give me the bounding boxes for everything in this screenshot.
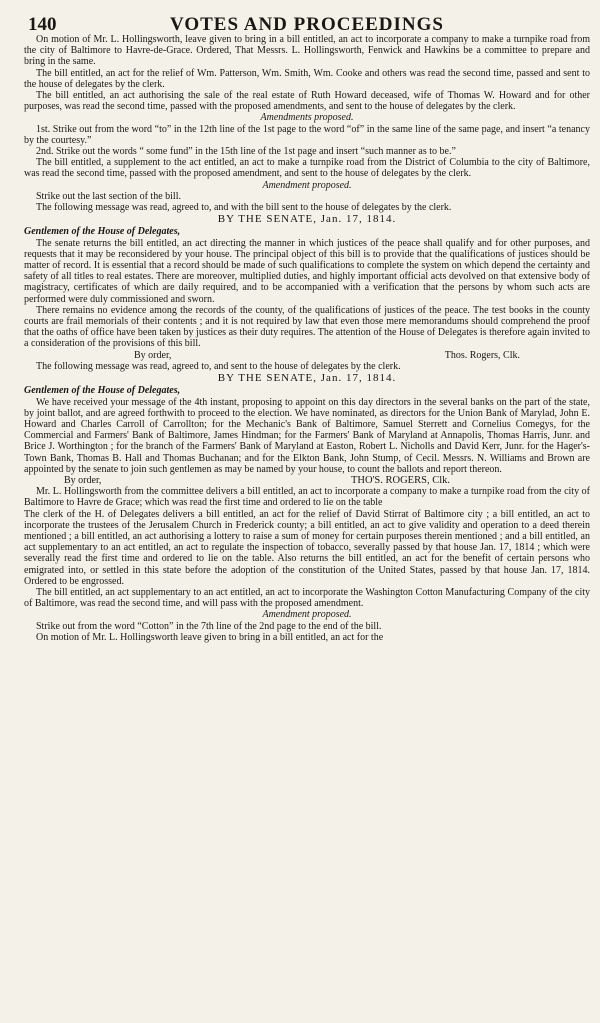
by-order: By order,: [134, 349, 172, 361]
paragraph: There remains no evidence among the records of the county, of the qualifications of justices of the peace. The test books in the county courts are frail memorials of their contents ; and it is not required by law that even those mere memorandums should comprehend the proof that the oaths of office have been taken by justices as their duty requires. The attention of the House of Delegates is therefore again invited to a consideration of the provisions of this bill.: [24, 304, 590, 350]
paragraph: The bill entitled, an act authorising the sale of the real estate of Ruth Howard deceased, wife of Thomas W. Howard and for other purposes, was read the second time, passed with the proposed amendments, and sent to the house of delegates by the clerk.: [24, 90, 590, 113]
running-title: VOTES AND PROCEEDINGS: [169, 14, 444, 35]
paragraph: The following message was read, agreed to, and with the bill sent to the house of delegates by the clerk.: [36, 202, 452, 214]
paragraph: The following message was read, agreed to, and sent to the house of delegates by the clerk.: [36, 360, 401, 372]
amendments-caption: Amendments proposed.: [260, 112, 354, 124]
amendment-caption: Amendment proposed.: [262, 609, 352, 621]
paragraph: 2nd. Strike out the words “ some fund” in the 15th line of the 1st page and insert “such manner as to be.”: [36, 146, 456, 158]
paragraph: The clerk of the H. of Delegates delivers a bill entitled, an act for the relief of David Stirrat of Baltimore city ; a bill entitled, an act to incorporate the trustees of the Jerusalem Church in Frederick county; a bill entitled, an act to give validity and operation to a deed therein mentioned ; a bill entitled, an act authorising a lottery to raise a sum of money for certain purposes therein mentioned ; and a bill entitled, an act supplementary to an act entitled, an act to regulate the inspection of tobacco, severally passed by that house Jan. 17, 1814 ; which were severally read the first time and ordered to lie on the table. Also returns the bill entitled, an act for the benefit of certain persons who emigrated into, or settled in this state before the adoption of the constitution of the United States, passed by that house Jan. 17, 1814. Ordered to be engrossed.: [24, 508, 590, 587]
page-number: 140: [28, 14, 57, 35]
salutation: Gentlemen of the House of Delegates,: [24, 226, 181, 238]
paragraph: On motion of Mr. L. Hollingsworth, leave given to bring in a bill entitled, an act to incorporate a company to make a turnpike road from the city of Baltimore to Havre-de-Grace. Ordered, That Messrs. L. Hollingsworth, Fenwick and Hawkins be a committee to prepare and bring in the same.: [24, 34, 590, 68]
paragraph: 1st. Strike out from the word “to” in the 12th line of the 1st page to the word “of” in the same line of the same page, and insert “a tenancy by the courtesy.”: [24, 123, 590, 146]
paragraph: Strike out the last section of the bill.: [36, 190, 181, 202]
paragraph: The senate returns the bill entitled, an act directing the manner in which justices of the peace shall qualify and for other purposes, and requests that it may be reconsidered by your house. The principal object of this bill is to provide that the qualifications of justices should be matter of record. It is essential that a record should be made of such qualifications to complete the system on which depend the certainty and safety of all titles to real estates. There are moreover, multiplied duties, and highly important official acts devolved on that extensive body of magistracy, certificates of which are daily required, and to be accompanied with a verification that the persons by whom such acts are performed were duly commissioned and sworn.: [24, 237, 590, 305]
salutation: Gentlemen of the House of Delegates,: [24, 385, 181, 397]
paragraph: Mr. L. Hollingsworth from the committee delivers a bill entitled, an act to incorporate a company to make a turnpike road from the city of Baltimore to Havre de Grace; which was read the first time and ordered to lie on the table: [24, 486, 590, 509]
page-body: [24, 34, 590, 643]
paragraph: The bill entitled, an act supplementary to an act entitled, an act to incorporate the Washington Cotton Manufacturing Company of the city of Baltimore, was read the second time, and will pass with the proposed amendment.: [24, 586, 590, 610]
signature-line: [24, 475, 590, 486]
clerk-signature: THO'S. ROGERS, Clk.: [350, 474, 450, 486]
paragraph: The bill entitled, an act for the relief of Wm. Patterson, Wm. Smith, Wm. Cooke and others was read the second time, passed and sent to the house of delegates by the clerk.: [24, 67, 590, 90]
senate-heading: BY THE SENATE, Jan. 17, 1814.: [217, 213, 397, 226]
senate-heading: BY THE SENATE, Jan. 17, 1814.: [217, 372, 397, 385]
clerk-signature: Thos. Rogers, Clk.: [444, 349, 520, 361]
paragraph: Strike out from the word “Cotton” in the 7th line of the 2nd page to the end of the bill.: [36, 620, 382, 632]
signature-line: [24, 350, 590, 361]
paragraph: We have received your message of the 4th instant, proposing to appoint on this day directors in the several banks on the part of the state, by joint ballot, and are agreed forthwith to proceed to the election. We have nominated, as directors for the Union Bank of Marylad, John E. Howard and Charles Carroll of Carrollton; for the Mechanic's Bank of Baltimore, Samuel Sterrett and Cornelius Comegys, for the Commercial and Farmers' Bank of Baltimore, James Hindman; for the Farmers' Bank of Maryland at Annapolis, Thomas Harris, Junr. and Brice J. Worthington ; for the branch of the Farmers' Bank of Maryland at Easton, Robert L. Nicholls and David Kerr, Junr. for the Hager's-Town Bank, Thomas B. Hall and Thomas Buchanan; and for the Elkton Bank, John Stump, of Cecil. Messrs. N. Williams and Brown are appointed by the senate to join such gentlemen as may be named by your house, to count the ballots and report thereon.: [24, 396, 590, 475]
amendment-caption: Amendment proposed.: [262, 179, 352, 191]
by-order: By order,: [64, 474, 102, 486]
page-header: [24, 8, 590, 34]
paragraph: The bill entitled, a supplement to the act entitled, an act to make a turnpike road from the District of Columbia to the city of Baltimore, was read the second time, passed with the proposed amendment, and sent to the house of delegates by the clerk.: [24, 157, 590, 180]
paragraph: On motion of Mr. L. Hollingsworth leave given to bring in a bill entitled, an act for the: [36, 631, 384, 643]
